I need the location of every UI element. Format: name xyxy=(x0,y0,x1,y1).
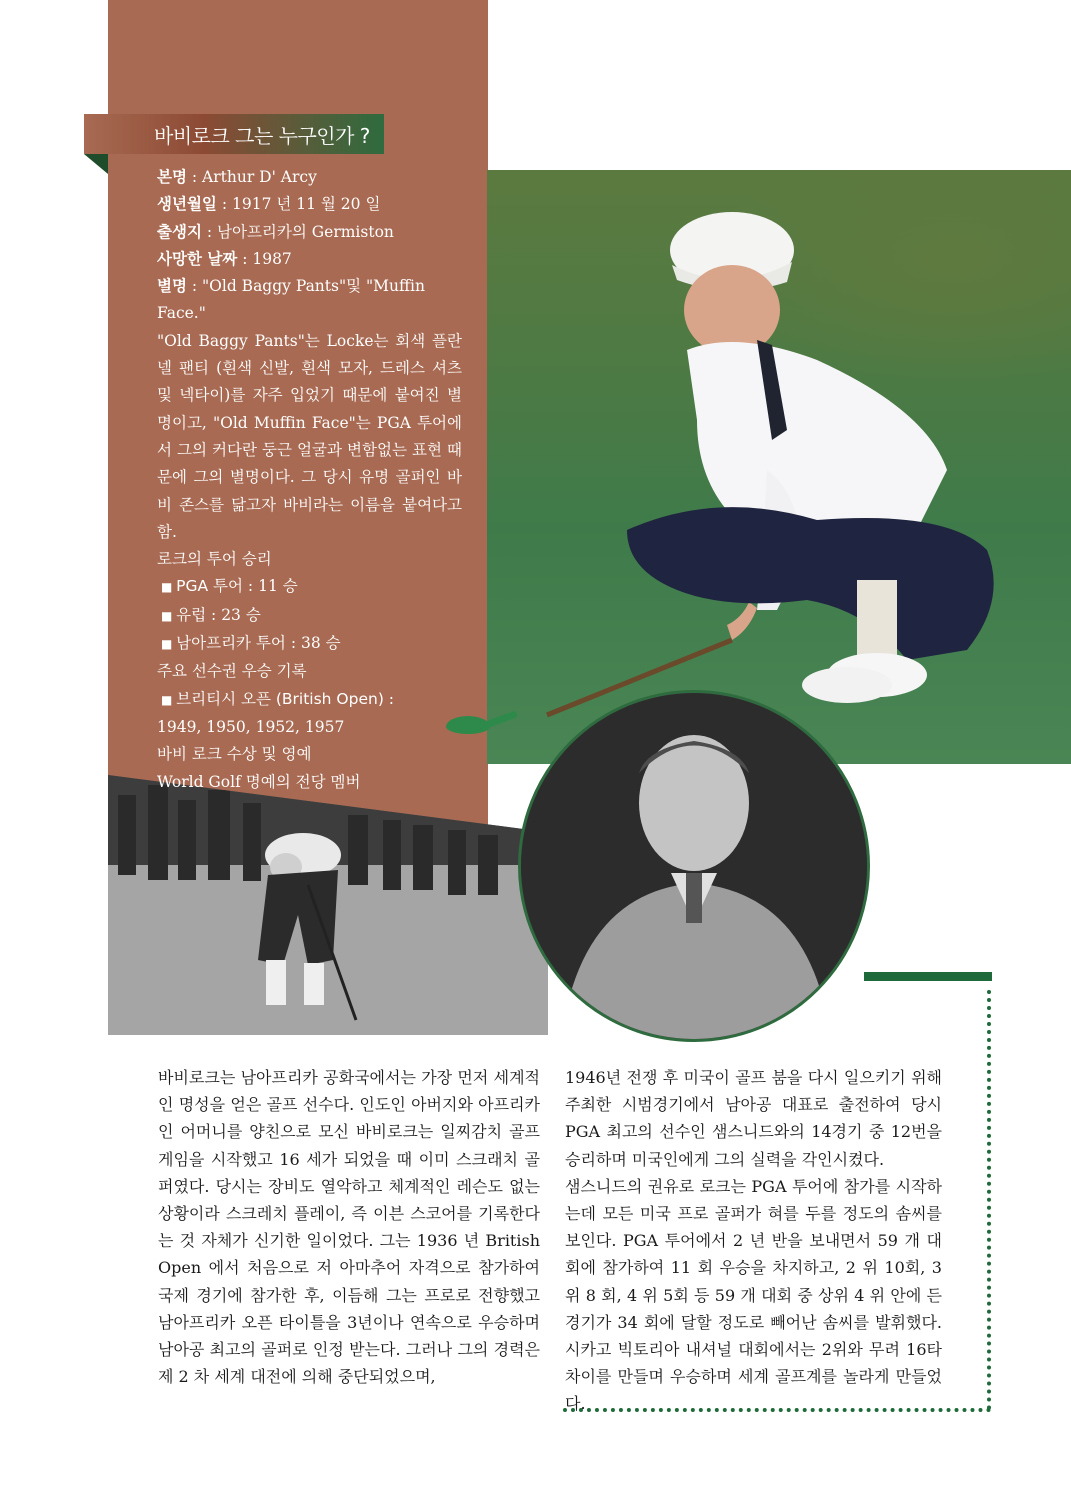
green-accent-bar xyxy=(864,972,992,981)
nickname-description: "Old Baggy Pants"는 Locke는 회색 플란넬 팬티 (흰색 신발, 흰색 모자, 드레스 셔츠 및 넥타이)를 자주 입었기 때문에 붙여진 별명이고, "Old Muffin Face"는 PGA 투어에서 그의 커다란 둥근 얼굴과 변함없는 표현 때문에 그의 별명이다. 그 당시 유명 골퍼인 바비 존스를 닮고자 바비라는 이름을 붙여다고 함. xyxy=(157,331,462,541)
golfer-crouching-illustration xyxy=(487,170,1071,764)
article-right-column xyxy=(565,1064,942,1418)
tour-win-item: ■ 유럽 : 23 승 xyxy=(157,602,462,630)
article-paragraph: 샘스니드의 권유로 로크는 PGA 투어에 참가를 시작하는데 모든 미국 프로 골퍼가 혀를 두를 정도의 솜씨를 보인다. PGA 투어에서 2 년 반을 보내면서 59 개 대회에 참가하여 11 회 우승을 차지하고, 2 위 10회, 3 위 8 회, 4 위 5회 등 59 개 대회 중 상위 4 위 안에 든 경기가 34 회에 달할 정도로 빼어난 솜씨를 발휘했다. 시카고 빅토리아 내셔널 대회에서는 2위와 무려 16타 차이를 만들며 우승하며 세계 골프계를 놀라게 만들었다. xyxy=(565,1176,942,1414)
dotted-frame-vertical xyxy=(987,990,991,1410)
portrait-illustration xyxy=(521,693,867,1039)
tour-win-item: ■ 남아프리카 투어 : 38 승 xyxy=(157,630,462,658)
profile-info xyxy=(157,164,462,796)
article-paragraph: 바비로크는 남아프리카 공화국에서는 가장 먼저 세계적인 명성을 얻은 골프 선수다. 인도인 아버지와 아프리카인 어머니를 양친으로 모신 바비로크는 일찌감치 골프 게임을 시작했고 16 세가 되었을 때 이미 스크래치 골퍼였다. 당시는 장비도 열악하고 체계적인 레슨도 없는 상황이라 스크레치 플레이, 즉 이븐 스코어를 기록한다는 것 자체가 신기한 일이었다. 그는 1936 년 British Open 에서 처음으로 저 아마추어 자격으로 참가하여 국제 경기에 참가한 후, 이듬해 그는 프로로 전향했고 남아프리카 오픈 타이틀을 3년이나 연속으로 우승하며 남아공 최고의 골퍼로 인정 받는다. 그러나 그의 경력은 제 2 차 세계 대전에 의해 중단되었으며, xyxy=(158,1068,540,1387)
major-years: 1949, 1950, 1952, 1957 xyxy=(157,717,345,736)
major-item: ■ 브리티시 오픈 (British Open) : xyxy=(157,686,462,714)
profile-row: 생년월일 : 1917 년 11 월 20 일 xyxy=(157,195,381,214)
portrait-circle-photo xyxy=(518,690,870,1042)
sidebar-title-band xyxy=(84,114,384,154)
major-heading: 주요 선수권 우승 기록 xyxy=(157,662,307,681)
profile-row: 본명 : Arthur D' Arcy xyxy=(157,168,317,186)
profile-row: 별명 : "Old Baggy Pants"및 "Muffin Face." xyxy=(157,277,425,323)
article-left-column xyxy=(158,1064,540,1390)
profile-row: 출생지 : 남아프리카의 Germiston xyxy=(157,222,394,241)
honors-heading: 바비 로크 수상 및 영예 xyxy=(157,745,312,764)
tour-win-item: ■ PGA 투어 : 11 승 xyxy=(157,573,462,601)
golfer-crouching-photo xyxy=(487,170,1071,764)
article-paragraph: 1946년 전쟁 후 미국이 골프 붐을 다시 일으키기 위해 주최한 시범경기에서 남아공 대표로 출전하여 당시 PGA 최고의 선수인 샘스니드와의 14경기 중 12번을 승리하며 미국인에게 그의 실력을 각인시켰다. xyxy=(565,1068,942,1169)
golf-club-head-graphic xyxy=(446,716,490,734)
title-fold-shape xyxy=(84,154,108,174)
profile-row: 사망한 날짜 : 1987 xyxy=(157,249,292,268)
tour-heading: 로크의 투어 승리 xyxy=(157,550,272,569)
sidebar-title: 바비로크 그는 누구인가 ? xyxy=(154,123,370,148)
honors-item: World Golf 명예의 전당 멤버 xyxy=(157,772,361,791)
